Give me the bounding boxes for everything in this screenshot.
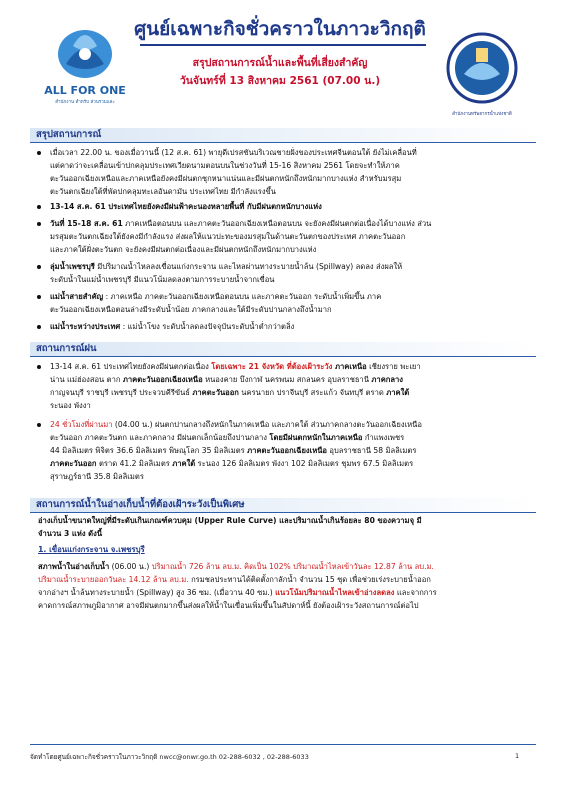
logo-left-subtext: สำนักงาน สำหรับ ส่วนรวมและ: [55, 100, 115, 105]
page-title: ศูนย์เฉพาะกิจชั่วคราวในภาวะวิกฤติ: [134, 18, 426, 40]
section-summary-heading: สรุปสถานการณ์: [30, 128, 536, 142]
bullet-icon: [37, 325, 41, 329]
summary-item-4: ลุ่มน้ำเพชรบุรี มีปริมาณน้ำไหลลงเขื่อนแก่งกระจาน และไหลผ่านทางระบายน้ำล้น (Spillway) ลดลง ส่งผลให้ ระดับน้ำในแม่น้ำเพชรบุรี มีแนวโน้มลดลงตามการระบายน้ำจากเขื่อน: [50, 260, 540, 286]
summary-item-1: เมื่อเวลา 22.00 น. ของเมื่อวานนี้ (12 ส.ค. 61) พายุดีเปรสชันบริเวณชายฝั่งของประเทศจีนตอนใต้ ยังไม่เคลื่อนที่ แต่คาดว่าจะเคลื่อนเข้าปกคลุมประเทศเวียดนามตอนบนในช่วงวันที่ 15-16 สิงหาคม 2561 โดยจะทำให้ภาค ตะวันออกเฉียงเหนือและภาคเหนือยังคงมีฝนตกชุกหนาแน่นและมีฝนตกหนักถึงหนักมากบางแห่ง สำหรับมรสุม ตะวันตกเฉียงใต้ที่พัดปกคลุมทะเลอันดามัน ประเทศไทย มีกำลังแรงขึ้น: [50, 146, 540, 198]
bullet-icon: [37, 222, 41, 226]
summary-item-3: วันที่ 15-18 ส.ค. 61 ภาคเหนือตอนบน และภาคตะวันออกเฉียงเหนือตอนบน จะยังคงมีฝนตกต่อเนื่องได้บางแห่ง ส่วน มรสุมตะวันตกเฉียงใต้ยังคงมีกำลังแรง ส่งผลให้แนวปะทะของมรสุมในด้านตะวันตกของประเทศ ภาคตะวันออก และภาคใต้ฝั่งตะวันตก จะยังคงมีฝนตกต่อเนื่องและมีฝนตกหนักถึงหนักมากบางแห่ง: [50, 217, 540, 256]
report-date: วันจันทร์ที่ 13 สิงหาคม 2561 (07.00 น.): [179, 75, 381, 87]
bullet-icon: [37, 265, 41, 269]
bullet-icon: [37, 423, 41, 427]
bullet-icon: [37, 205, 41, 209]
bullet-icon: [37, 365, 41, 369]
bullet-icon: [37, 151, 41, 155]
summary-item-2: 13-14 ส.ค. 61 ประเทศไทยยังคงมีฝนฟ้าคะนองหลายพื้นที่ กับมีฝนตกหนักบางแห่ง: [50, 200, 540, 213]
document-header: [0, 0, 566, 122]
reservoir-item-1-detail: สภาพน้ำในอ่างเก็บน้ำ (06.00 น.) ปริมาณน้ำ 726 ล้าน ลบ.ม. คิดเป็น 102% ปริมาณน้ำไหลเข้าวันละ 12.87 ล้าน ลบ.ม. ปริมาณน้ำระบายออกวันละ 14.12 ล้าน ลบ.ม. กรมชลประทานได้ติดตั้งกาลักน้ำ จำนวน 15 ชุด เพื่อช่วยเร่งระบายน้ำออก จากอ่างฯ น้ำล้นทางระบายน้ำ (Spillway) สูง 36 ซม. (เมื่อวาน 40 ซม.) แนวโน้มปริมาณน้ำไหลเข้าอ่างลดลง และจากการ คาดการณ์สภาพภูมิอากาศ อาจมีฝนตกมากขึ้นส่งผลให้น้ำในเขื่อนเพิ่มขึ้นในสัปดาห์นี้ ยังต้องเฝ้าระวังสถานการณ์ต่อไป: [38, 562, 437, 610]
footer-contact: จัดทำโดยศูนย์เฉพาะกิจชั่วคราวในภาวะวิกฤติ nwcc@onwr.go.th 02-288-6032 , 02-288-6033: [30, 753, 309, 761]
footer-divider: [30, 744, 536, 745]
onwr-seal-icon: [442, 30, 522, 116]
logo-left-text: ALL FOR ONE: [44, 84, 126, 97]
summary-item-5: แม่น้ำสายสำคัญ : ภาคเหนือ ภาคตะวันออกเฉียงเหนือตอนบน และภาคตะวันออก ระดับน้ำเพิ่มขึ้น ภาค ตะวันออกเฉียงเหนือตอนล่างมีระดับน้ำน้อย ภาคกลางและใต้มีระดับปานกลางถึงน้ำมาก: [50, 290, 540, 316]
rain-item-2: 24 ชั่วโมงที่ผ่านมา (04.00 น.) ฝนตกปานกลางถึงหนักในภาคเหนือ และภาคใต้ ส่วนภาคกลางตะวันออกเฉียงเหนือ ตะวันออก ภาคตะวันตก และภาคกลาง มีฝนตกเล็กน้อยถึงปานกลาง โดยมีฝนตกหนักในภาคเหนือ กำแพงเพชร 44 มิลลิเมตร พิจิตร 36.6 มิลลิเมตร พิษณุโลก 35 มิลลิเมตร ภาคตะวันออกเฉียงเหนือ อุบลราชธานี 58 มิลลิเมตร ภาคตะวันออก ตราด 41.2 มิลลิเมตร ภาคใต้ ระนอง 126 มิลลิเมตร พังงา 102 มิลลิเมตร ชุมพร 67.5 มิลลิเมตร สุราษฎร์ธานี 35.8 มิลลิเมตร: [50, 418, 540, 483]
section-reservoir-heading: สถานการณ์น้ำในอ่างเก็บน้ำที่ต้องเฝ้าระวังเป็นพิเศษ: [30, 498, 536, 512]
bullet-icon: [37, 295, 41, 299]
logo-right-text: สำนักงานทรัพยากรน้ำแห่งชาติ: [452, 112, 512, 117]
rain-item-1: 13-14 ส.ค. 61 ประเทศไทยยังคงมีฝนตกต่อเนื่อง โดยเฉพาะ 21 จังหวัด ที่ต้องเฝ้าระวัง ภาคเหนือ เชียงราย พะเยา น่าน แม่ฮ่องสอน ตาก ภาคตะวันออกเฉียงเหนือ หนองคาย บึงกาฬ นครพนม สกลนคร อุบลราชธานี ภาคกลาง กาญจนบุรี ราชบุรี เพชรบุรี ประจวบคีรีขันธ์ ภาคตะวันออก นครนายก ปราจีนบุรี สระแก้ว จันทบุรี ตราด ภาคใต้ ระนอง พังงา: [50, 360, 540, 412]
page-subtitle: สรุปสถานการณ์น้ำและพื้นที่เสี่ยงสำคัญ: [192, 57, 368, 69]
summary-item-6: แม่น้ำระหว่างประเทศ : แม่น้ำโขง ระดับน้ำลดลงปัจจุบันระดับน้ำต่ำกว่าตลิ่ง: [50, 320, 540, 333]
title-divider: [140, 44, 426, 46]
reservoir-intro: อ่างเก็บน้ำขนาดใหญ่ที่มีระดับเกินเกณฑ์ควบคุม (Upper Rule Curve) และปริมาณน้ำเกินร้อยละ 80 ของความจุ มี จำนวน 3 แห่ง ดังนี้: [38, 516, 422, 538]
section-rain-heading: สถานการณ์ฝน: [30, 342, 536, 356]
page-number: 1: [515, 752, 520, 760]
reservoir-item-1-label: 1. เขื่อนแก่งกระจาน จ.เพชรบุรี: [38, 545, 145, 554]
